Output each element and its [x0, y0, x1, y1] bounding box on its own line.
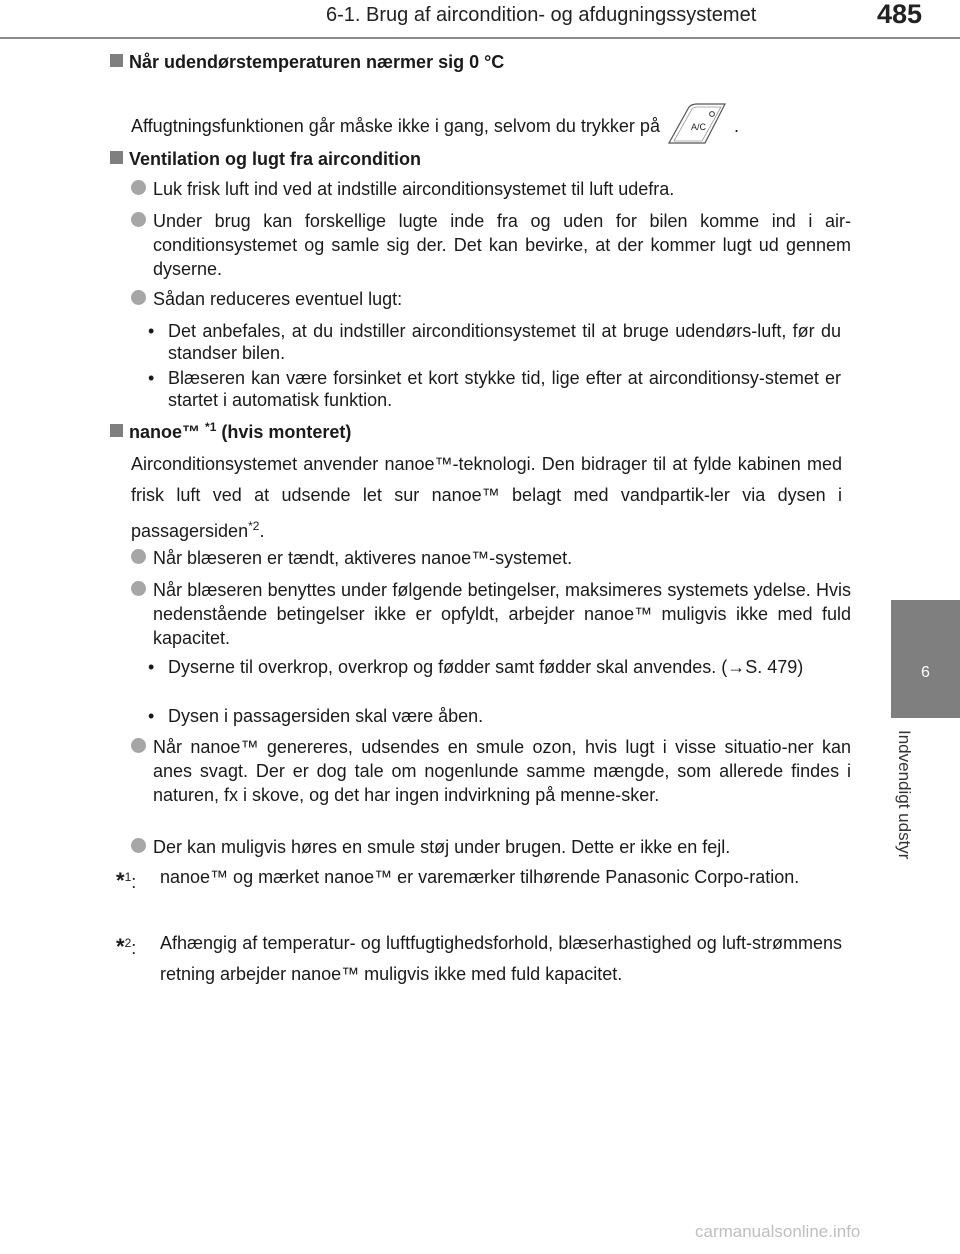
watermark: carmanualsonline.info [695, 1222, 861, 1241]
sub-list-item: • Blæseren kan være forsinket et kort stykke tid, lige efter at airconditionsy-stemet er startet i automatisk funktion. [148, 368, 841, 410]
circle-bullet-icon [131, 290, 146, 305]
list-item: Når blæseren er tændt, aktiveres nanoe™-systemet. [133, 546, 851, 570]
circle-bullet-icon [131, 549, 146, 564]
section-text-temperature: Affugtningsfunktionen går måske ikke i gang, selvom du trykker på A/C . [131, 103, 739, 151]
circle-bullet-icon [131, 838, 146, 853]
header-rule [0, 37, 960, 39]
section-heading-temperature: Når udendørstemperaturen nærmer sig 0 °C [110, 52, 504, 73]
footnote-2: *$^2$: Afhængig af temperatur- og luftfugtighedsforhold, blæserhastighed og luft-strømmens retning arbejder nanoe™ muligvis ikke med fuld kapacitet. [116, 933, 842, 984]
circle-bullet-icon [131, 180, 146, 195]
chapter-tab [891, 600, 960, 718]
footnote-1: *$^1$: nanoe™ og mærket nanoe™ er varemærker tilhørende Panasonic Corpo-ration. [116, 867, 800, 893]
sub-list-item: • Dysen i passagersiden skal være åben. [148, 706, 484, 726]
sub-list-item: • Dyserne til overkrop, overkrop og fødder samt fødder skal anvendes. (→S. 479) [148, 657, 804, 677]
nanoe-paragraph: Airconditionsystemet anvender nanoe™-teknologi. Den bidrager til at fylde kabinen med frisk luft ved at udsende let sur nanoe™ belagt med vandpartik-ler via dysen i passagersiden$^{*2}$. [131, 454, 842, 541]
chapter-label: Indvendigt udstyr [895, 730, 914, 860]
list-item: Når nanoe™ genereres, udsendes en smule ozon, hvis lugt i visse situatio-ner kan anes svagt. Der er dog tale om nogenlunde samme mængde, som allerede findes i naturen, fx i skove, og det har ingen indvirkning på menne-sker. [133, 735, 851, 807]
ac-button-icon [665, 103, 729, 151]
circle-bullet-icon [131, 581, 146, 596]
list-item: Når blæseren benyttes under følgende betingelser, maksimeres systemets ydelse. Hvis nedenstående betingelser ikke er opfyldt, arbejder nanoe™ muligvis ikke med fuld kapacitet. [133, 578, 851, 650]
svg-text:A/C: A/C [690, 122, 706, 132]
section-heading-ventilation: Ventilation og lugt fra aircondition [110, 149, 421, 170]
page-number: 485 [877, 0, 923, 29]
chapter-number: 6 [921, 664, 930, 681]
square-bullet-icon [110, 424, 123, 437]
list-item: Luk frisk luft ind ved at indstille airconditionsystemet til luft udefra. [133, 177, 851, 201]
list-item: Sådan reduceres eventuel lugt: [133, 287, 851, 311]
square-bullet-icon [110, 151, 123, 164]
header-title: 6-1. Brug af aircondition- og afdugningssystemet [326, 4, 757, 26]
square-bullet-icon [110, 54, 123, 67]
list-item: Der kan muligvis høres en smule støj under brugen. Dette er ikke en fejl. [133, 835, 851, 859]
circle-bullet-icon [131, 738, 146, 753]
section-heading-nanoe: nanoe™ $^{*1}$ (hvis monteret) [110, 420, 351, 443]
circle-bullet-icon [131, 212, 146, 227]
sub-list-item: • Det anbefales, at du indstiller airconditionsystemet til at bruge udendørs-luft, før du standser bilen. [148, 321, 841, 363]
list-item: Under brug kan forskellige lugte inde fra og uden for bilen komme ind i air-conditionsystemet og samle sig der. Det kan bevirke, at der kommer lugt ud gennem dyserne. [133, 209, 851, 281]
